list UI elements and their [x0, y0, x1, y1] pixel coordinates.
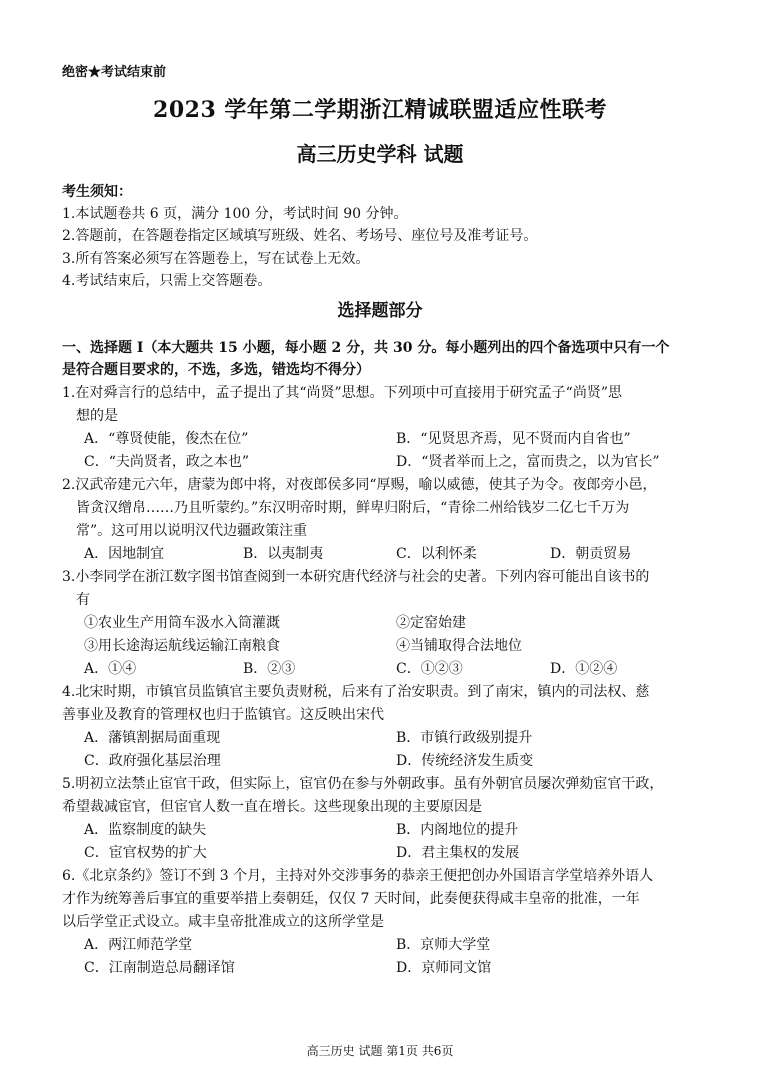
question-6-option-c: C．江南制造总局翻译馆 [84, 960, 235, 976]
question-6-stem: 6.《北京条约》签订不到 3 个月，主持对外交涉事务的恭亲王便把创办外国语言学堂培养外语人 [62, 868, 654, 884]
question-3-option-d: D．①②④ [550, 661, 618, 677]
question-4-stem: 4.北宋时期，市镇官员监镇官主要负责财税，后来有了治安职责。到了南宋，镇内的司法权、慈 [62, 684, 650, 700]
question-2-option-a: A．因地制宜 [84, 546, 165, 562]
question-1-stem: 想的是 [76, 408, 118, 424]
question-1-stem: 1.在对舜言行的总结中，孟子提出了其“尚贤”思想。下列项中可直接用于研究孟子“尚贤”思 [62, 385, 622, 401]
notice-item: 1.本试题卷共 6 页，满分 100 分，考试时间 90 分钟。 [62, 206, 408, 222]
question-5-option-d: D．君主集权的发展 [396, 845, 520, 861]
question-5-stem: 5.明初立法禁止宦官干政，但实际上，宦官仍在参与外朝政事。虽有外朝官员屡次弹劾宦官干政， [62, 776, 664, 792]
question-3-item-4: ④当铺取得合法地位 [396, 638, 522, 654]
part-instruction: 一、选择题 I（本大题共 15 小题，每小题 2 分，共 30 分。每小题列出的四个备选项中只有一个 [62, 340, 670, 356]
question-2-stem: 皆贪汉缯帛……乃且听蒙约。”东汉明帝时期，鲜卑归附后，“青徐二州给钱岁二亿七千万为 [76, 500, 630, 516]
question-3-item-3: ③用长途海运航线运输江南粮食 [84, 638, 280, 654]
question-3-option-c: C．①②③ [396, 661, 463, 677]
question-4-option-d: D．传统经济发生质变 [396, 753, 534, 769]
question-3-stem: 3.小李同学在浙江数字图书馆查阅到一本研究唐代经济与社会的史著。下列内容可能出自该书的 [62, 569, 650, 585]
question-3-option-a: A．①④ [84, 661, 137, 677]
question-2-stem: 常”。这可用以说明汉代边疆政策注重 [76, 523, 308, 539]
question-5-option-a: A．监察制度的缺失 [84, 822, 207, 838]
notice-item: 3.所有答案必须写在答题卷上，写在试卷上无效。 [62, 251, 370, 267]
question-4-stem: 善事业及教育的管理权也归于监镇官。这反映出宋代 [62, 707, 384, 723]
question-6-stem: 以后学堂正式设立。咸丰皇帝批准成立的这所学堂是 [62, 914, 384, 930]
question-6-option-a: A．两江师范学堂 [84, 937, 193, 953]
part-instruction: 是符合题目要求的，不选，多选，错选均不得分） [62, 362, 370, 378]
question-2-option-b: B．以夷制夷 [243, 546, 324, 562]
notice-item: 2.答题前，在答题卷指定区域填写班级、姓名、考场号、座位号及准考证号。 [62, 228, 538, 244]
section-title: 选择题部分 [337, 301, 423, 321]
question-2-option-c: C．以利怀柔 [396, 546, 477, 562]
question-2-option-d: D．朝贡贸易 [550, 546, 632, 562]
question-1-option-b: B．“见贤思齐焉，见不贤而内自省也” [396, 431, 631, 447]
notice-item: 4.考试结束后，只需上交答题卷。 [62, 273, 272, 289]
question-6-stem: 才作为统筹善后事宜的重要举措上奏朝廷，仅仅 7 天时间，此奏便获得咸丰皇帝的批准，一年 [62, 891, 640, 907]
exam-subtitle: 高三历史学科 试题 [296, 142, 464, 166]
question-4-option-c: C．政府强化基层治理 [84, 753, 221, 769]
exam-title: 2023 学年第二学期浙江精诚联盟适应性联考 [153, 97, 607, 123]
question-5-option-c: C．宦官权势的扩大 [84, 845, 207, 861]
question-1-option-c: C．“夫尚贤者，政之本也” [84, 454, 250, 470]
notice-heading: 考生须知： [62, 184, 132, 200]
question-5-option-b: B．内阁地位的提升 [396, 822, 519, 838]
question-4-option-b: B．市镇行政级别提升 [396, 730, 533, 746]
page-footer: 高三历史 试题 第1页 共6页 [306, 1044, 454, 1058]
question-1-option-d: D．“贤者举而上之，富而贵之，以为官长” [396, 454, 660, 470]
question-3-item-1: ①农业生产用筒车汲水入筒灌溉 [84, 615, 280, 631]
question-5-stem: 希望裁减宦官，但宦官人数一直在增长。这些现象出现的主要原因是 [62, 799, 482, 815]
question-1-option-a: A．“尊贤使能，俊杰在位” [84, 431, 249, 447]
question-4-option-a: A．藩镇割据局面重现 [84, 730, 221, 746]
question-2-stem: 2.汉武帝建元六年，唐蒙为郎中将，对夜郎侯多同“厚赐，喻以威德，使其子为令。夜郎旁小邑， [62, 477, 657, 493]
confidential-mark: 绝密★考试结束前 [62, 65, 167, 80]
question-3-stem: 有 [76, 592, 90, 608]
question-6-option-d: D．京师同文馆 [396, 960, 492, 976]
question-3-option-b: B．②③ [243, 661, 296, 677]
question-6-option-b: B．京师大学堂 [396, 937, 491, 953]
question-3-item-2: ②定窑始建 [396, 615, 466, 631]
